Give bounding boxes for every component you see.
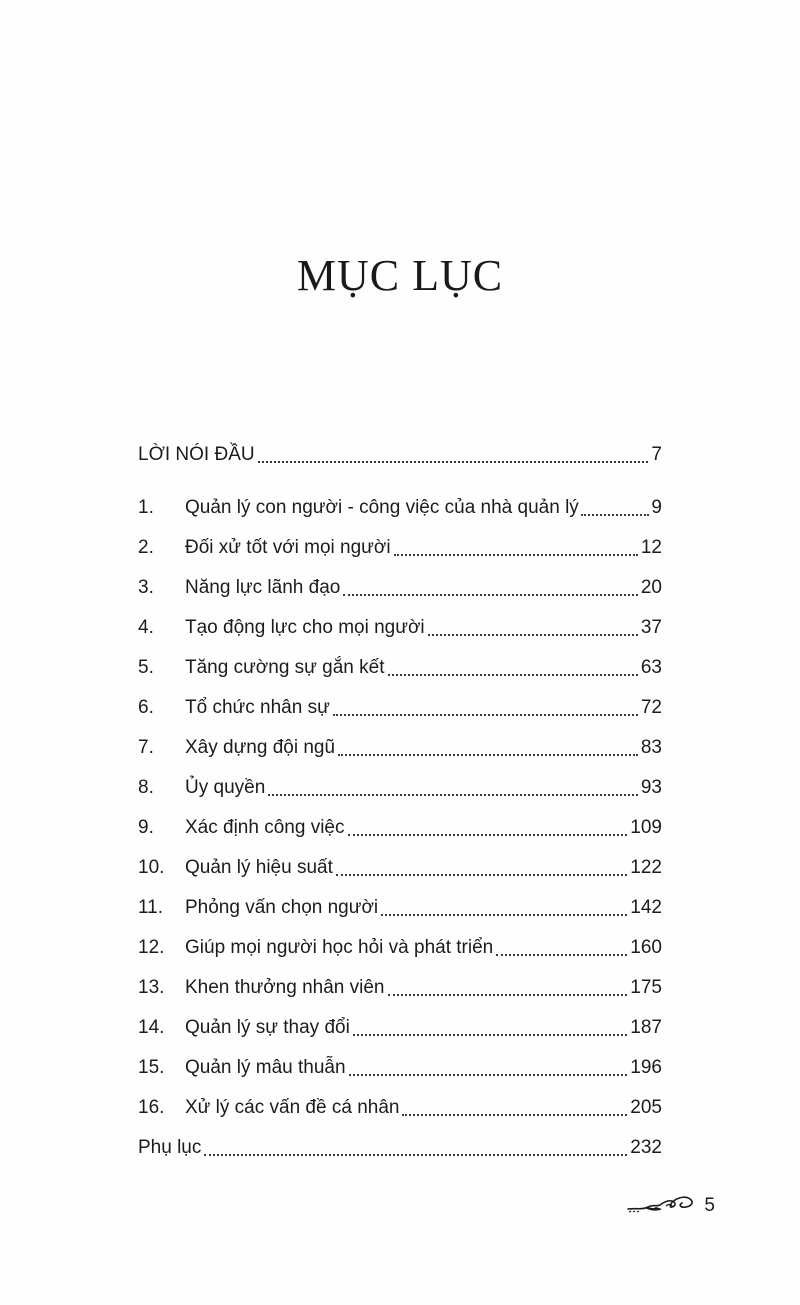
dot-leader xyxy=(388,974,628,996)
dot-leader xyxy=(353,1014,627,1036)
toc-entry-label: Xây dựng đội ngũ xyxy=(185,737,336,758)
toc-entry-label: Năng lực lãnh đạo xyxy=(185,577,341,598)
toc-entry xyxy=(138,1013,662,1039)
toc-entry-label: Quản lý hiệu suất xyxy=(185,857,333,878)
toc-entry xyxy=(138,1093,662,1119)
toc-entry-number: 15. xyxy=(138,1057,165,1078)
toc-entry-page: 160 xyxy=(630,937,662,958)
toc-entry-number: 11. xyxy=(138,897,164,918)
toc-entry-number: 3. xyxy=(138,577,154,598)
dot-leader xyxy=(204,1134,627,1156)
dot-leader xyxy=(348,814,628,836)
toc-entry xyxy=(138,573,662,599)
toc-entry xyxy=(138,653,662,679)
dot-leader xyxy=(394,534,638,556)
dot-leader xyxy=(333,694,638,716)
toc-entry-number: 16. xyxy=(138,1097,165,1118)
toc-entry-page: 12 xyxy=(640,537,662,558)
toc-entry xyxy=(138,693,662,719)
toc-entry-page: 109 xyxy=(630,817,662,838)
decorative-flourish-icon xyxy=(626,1191,700,1222)
toc-entry-page: 142 xyxy=(630,897,662,918)
toc-entry xyxy=(138,1053,662,1079)
toc-entry-number: 9. xyxy=(138,817,154,838)
toc-entry-label: Khen thưởng nhân viên xyxy=(185,977,385,998)
toc-entry-label: Giúp mọi người học hỏi và phát triển xyxy=(185,937,494,958)
dot-leader xyxy=(496,934,627,956)
toc-entry-label: Đối xử tốt với mọi người xyxy=(185,537,391,558)
toc-entry-page: 63 xyxy=(640,657,662,678)
toc-entry-page: 122 xyxy=(630,857,662,878)
dot-leader xyxy=(336,854,627,876)
toc-entry xyxy=(138,853,662,879)
toc-entry-page: 7 xyxy=(651,444,662,465)
toc-entry-page: 83 xyxy=(640,737,662,758)
toc-entry-label: Phụ lục xyxy=(138,1137,202,1158)
toc-entry-number: 2. xyxy=(138,537,154,558)
dot-leader xyxy=(349,1054,628,1076)
dot-leader xyxy=(581,494,650,516)
toc-entry-appendix xyxy=(138,1133,662,1159)
toc-entry-number: 12. xyxy=(138,937,165,958)
dot-leader xyxy=(258,441,649,463)
toc-entry-number: 4. xyxy=(138,617,154,638)
toc-entry-number: 6. xyxy=(138,697,154,718)
toc-entry xyxy=(138,733,662,759)
page-number: 5 xyxy=(704,1195,715,1216)
dot-leader xyxy=(338,734,638,756)
toc-entry xyxy=(138,773,662,799)
toc-entry-page: 9 xyxy=(651,497,662,518)
toc-entry-number: 10. xyxy=(138,857,165,878)
toc-entry-number: 1. xyxy=(138,497,154,518)
page-footer xyxy=(625,1192,715,1220)
toc-entry-page: 175 xyxy=(630,977,662,998)
toc-entry-page: 93 xyxy=(640,777,662,798)
toc-entry-page: 232 xyxy=(630,1137,662,1158)
toc-entry-number: 13. xyxy=(138,977,165,998)
toc-entry-page: 187 xyxy=(630,1017,662,1038)
toc-entry xyxy=(138,533,662,559)
toc-entry-label: Xác định công việc xyxy=(185,817,345,838)
toc-entry xyxy=(138,813,662,839)
toc-entry xyxy=(138,973,662,999)
dot-leader xyxy=(268,774,638,796)
toc-entry-preface xyxy=(138,440,662,466)
toc-entry-number: 7. xyxy=(138,737,154,758)
toc-entry-page: 196 xyxy=(630,1057,662,1078)
toc-entry-number: 14. xyxy=(138,1017,165,1038)
dot-leader xyxy=(388,654,638,676)
toc-entry-label: Quản lý sự thay đổi xyxy=(185,1017,350,1038)
toc-entry xyxy=(138,893,662,919)
toc-entry-label: Tăng cường sự gắn kết xyxy=(185,657,385,678)
toc-entry-page: 72 xyxy=(640,697,662,718)
dot-leader xyxy=(381,894,627,916)
toc-entry-page: 37 xyxy=(640,617,662,638)
toc-entry-number: 5. xyxy=(138,657,154,678)
dot-leader xyxy=(402,1094,627,1116)
toc-entry-page: 20 xyxy=(640,577,662,598)
toc-entry-label: Phỏng vấn chọn người xyxy=(185,897,379,918)
toc-entry-number: 8. xyxy=(138,777,154,798)
toc-entry-label: Quản lý con người - công việc của nhà quản lý xyxy=(185,497,579,518)
dot-leader xyxy=(343,574,638,596)
toc-entry-label: Quản lý mâu thuẫn xyxy=(185,1057,346,1078)
toc-entry-label: LỜI NÓI ĐẦU xyxy=(138,444,255,465)
toc-entry-label: Tổ chức nhân sự xyxy=(185,697,330,718)
toc-entry xyxy=(138,933,662,959)
toc-entry-label: Xử lý các vấn đề cá nhân xyxy=(185,1097,400,1118)
toc-entry xyxy=(138,493,662,519)
toc-entry-label: Tạo động lực cho mọi người xyxy=(185,617,425,638)
dot-leader xyxy=(428,614,638,636)
toc-entry-page: 205 xyxy=(630,1097,662,1118)
toc-entry-label: Ủy quyền xyxy=(185,777,266,798)
page-title: MỤC LỤC xyxy=(296,251,504,300)
toc-entry xyxy=(138,613,662,639)
